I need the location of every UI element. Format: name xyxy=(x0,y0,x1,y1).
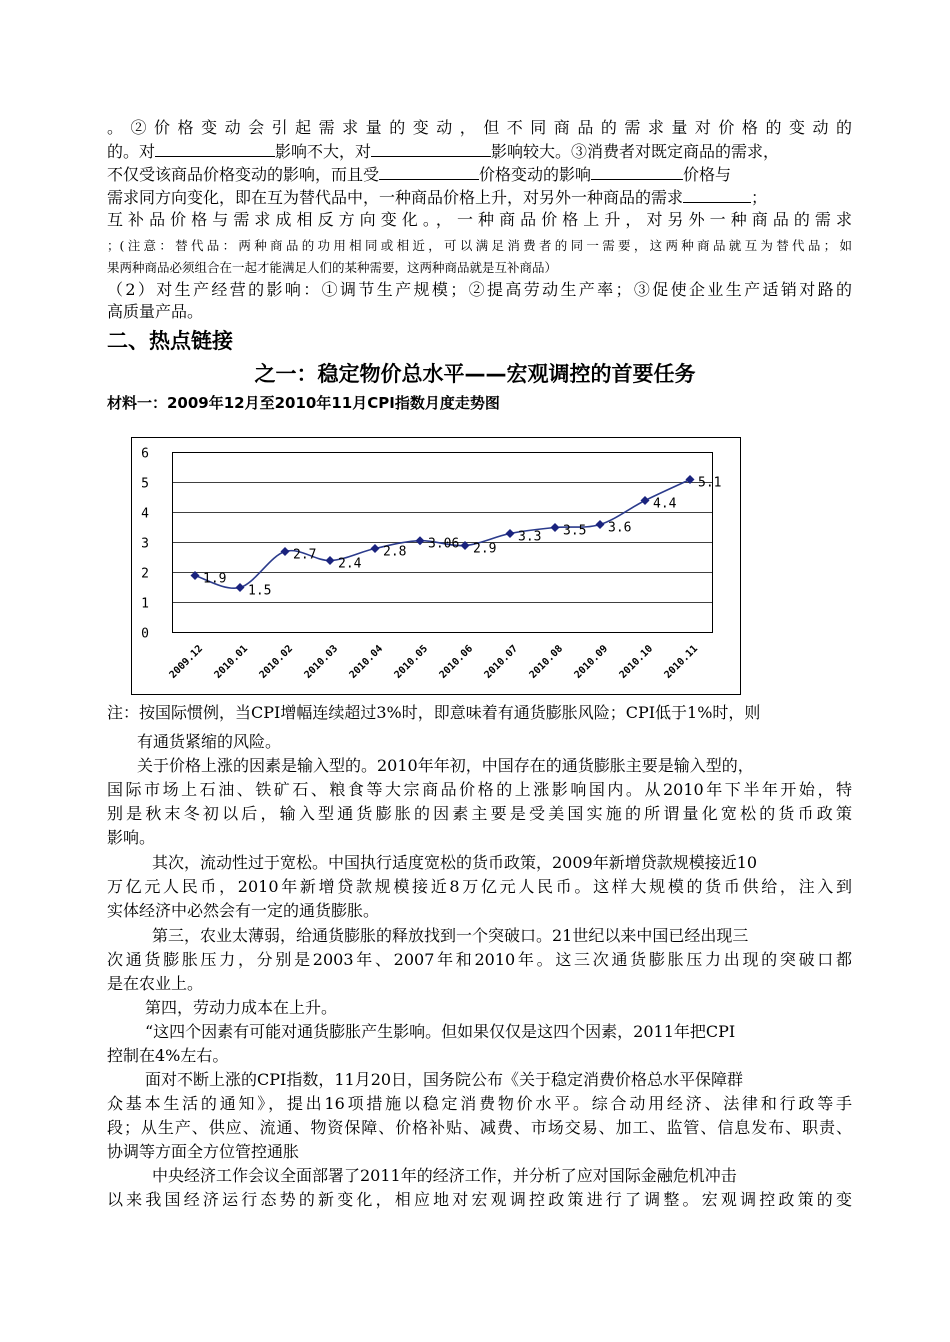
paragraph-line xyxy=(107,140,852,163)
paragraph-line: 次通货膨胀压力，分别是2003年、2007年和2010年。这三次通货膨胀压力出现的突破口都 xyxy=(107,950,852,969)
section-heading: 二、热点链接 xyxy=(107,329,233,353)
paragraph-line: 关于价格上涨的因素是输入型的。2010年年初，中国存在的通货膨胀主要是输入型的， xyxy=(137,756,754,775)
data-label: 4.4 xyxy=(653,496,677,512)
data-label: 3.6 xyxy=(608,520,632,536)
x-tick-label: 2010.03 xyxy=(302,643,341,681)
paragraph-line: 是在农业上。 xyxy=(107,974,204,993)
paragraph-line: 影响。 xyxy=(107,828,156,847)
paragraph-line xyxy=(107,163,852,186)
data-label: 3.5 xyxy=(563,523,587,539)
x-tick-label: 2010.06 xyxy=(437,643,476,681)
paragraph-line: 段；从生产、供应、流通、物资保障、价格补贴、减费、市场交易、加工、监管、信息发布、职责、 xyxy=(107,1118,852,1137)
paragraph-line: 其次，流动性过于宽松。中国执行适度宽松的货币政策，2009年新增贷款规模接近10 xyxy=(152,853,758,872)
paragraph-line: （2）对生产经营的影响：①调节生产规模；②提高劳动生产率；③促使企业生产适销对路的 xyxy=(107,280,852,299)
text-span: 的。对 xyxy=(107,142,156,161)
fill-in-blank[interactable] xyxy=(371,140,491,157)
paragraph-line: 协调等方面全方位管控通胀 xyxy=(107,1142,300,1161)
data-label: 2.9 xyxy=(473,541,497,557)
x-tick-label: 2010.05 xyxy=(392,643,431,681)
data-label: 3.06 xyxy=(428,536,460,552)
fill-in-blank[interactable] xyxy=(683,186,751,203)
text-span: 价格变动的影响 xyxy=(479,165,592,184)
y-tick-label: 1 xyxy=(141,596,149,612)
y-tick-label: 5 xyxy=(141,476,149,492)
data-label: 1.5 xyxy=(248,583,272,599)
paragraph-line: 万亿元人民币，2010年新增贷款规模接近8万亿元人民币。这样大规模的货币供给，注入到 xyxy=(107,877,852,896)
paragraph-line: “这四个因素有可能对通货膨胀产生影响。但如果仅仅是这四个因素，2011年把CPI xyxy=(145,1022,736,1041)
fill-in-blank[interactable] xyxy=(155,140,275,157)
text-span: 价格与 xyxy=(683,165,732,184)
x-tick-label: 2010.04 xyxy=(347,643,386,681)
y-tick-label: 4 xyxy=(141,506,149,522)
text-span: 需求同方向变化，即在互为替代品中，一种商品价格上升，对另外一种商品的需求 xyxy=(107,188,684,207)
paragraph-line: 第四，劳动力成本在上升。 xyxy=(145,998,338,1017)
text-span: 不仅受该商品价格变动的影响，而且受 xyxy=(107,165,380,184)
fill-in-blank[interactable] xyxy=(591,163,683,180)
paragraph-line xyxy=(107,186,852,209)
material-title: 材料一：2009年12月至2010年11月CPI指数月度走势图 xyxy=(107,394,500,412)
paragraph-line: 别是秋末冬初以后，输入型通货膨胀的因素主要是受美国实施的所谓量化宽松的货币政策 xyxy=(107,804,852,823)
topic-heading: 之一：稳定物价总水平——宏观调控的首要任务 xyxy=(254,362,696,386)
text-span: 影响较大。③消费者对既定商品的需求， xyxy=(491,142,780,161)
x-tick-label: 2010.07 xyxy=(482,643,521,681)
x-tick-label: 2010.01 xyxy=(212,643,251,681)
y-tick-label: 0 xyxy=(141,626,149,642)
paragraph-line: 以来我国经济运行态势的新变化，相应地对宏观调控政策进行了调整。宏观调控政策的变 xyxy=(107,1190,852,1209)
paragraph-line: 。②价格变动会引起需求量的变动，但不同商品的需求量对价格的变动的 xyxy=(107,118,852,137)
note-line: ；(注意：替代品：两种商品的功用相同或相近，可以满足消费者的同一需要，这两种商品就互为替代品；如 xyxy=(107,238,852,253)
data-label: 2.8 xyxy=(383,544,407,560)
y-tick-label: 2 xyxy=(141,566,149,582)
x-tick-label: 2009.12 xyxy=(167,643,206,681)
paragraph-line: 高质量产品。 xyxy=(107,302,204,321)
text-span: 影响不大，对 xyxy=(275,142,372,161)
fill-in-blank[interactable] xyxy=(379,163,479,180)
data-label: 2.7 xyxy=(293,547,317,563)
paragraph-line: 众基本生活的通知》，提出16项措施以稳定消费物价水平。综合动用经济、法律和行政等手 xyxy=(107,1094,852,1113)
data-label: 3.3 xyxy=(518,529,542,545)
note-line: 有通货紧缩的风险。 xyxy=(137,732,282,751)
note-line: 注：按国际惯例，当CPI增幅连续超过3%时，即意味着有通货膨胀风险；CPI低于1%时，则 xyxy=(107,703,761,722)
x-tick-label: 2010.08 xyxy=(527,643,566,681)
data-label: 1.9 xyxy=(203,571,227,587)
x-tick-label: 2010.10 xyxy=(617,643,656,681)
paragraph-line: 实体经济中必然会有一定的通货膨胀。 xyxy=(107,901,380,920)
x-tick-label: 2010.11 xyxy=(662,643,701,681)
note-line: 果两种商品必须组合在一起才能满足人们的某种需要，这两种商品就是互补商品） xyxy=(107,260,558,275)
x-tick-label: 2010.02 xyxy=(257,643,296,681)
paragraph-line: 第三，农业太薄弱，给通货膨胀的释放找到一个突破口。21世纪以来中国已经出现三 xyxy=(152,926,749,945)
text-span: ； xyxy=(751,188,768,207)
cpi-line-chart xyxy=(131,437,741,695)
y-tick-label: 3 xyxy=(141,536,149,552)
y-tick-label: 6 xyxy=(141,446,149,462)
paragraph-line: 国际市场上石油、铁矿石、粮食等大宗商品价格的上涨影响国内。从2010年下半年开始，特 xyxy=(107,780,852,799)
paragraph-line: 面对不断上涨的CPI指数，11月20日，国务院公布《关于稳定消费价格总水平保障群 xyxy=(145,1070,744,1089)
data-label: 5.1 xyxy=(698,475,722,491)
data-label: 2.4 xyxy=(338,556,362,572)
x-tick-label: 2010.09 xyxy=(572,643,611,681)
paragraph-line: 控制在4%左右。 xyxy=(107,1046,229,1065)
paragraph-line: 中央经济工作会议全面部署了2011年的经济工作，并分析了应对国际金融危机冲击 xyxy=(152,1166,737,1185)
paragraph-line: 互补品价格与需求成相反方向变化。，一种商品价格上升，对另外一种商品的需求 xyxy=(107,210,852,229)
